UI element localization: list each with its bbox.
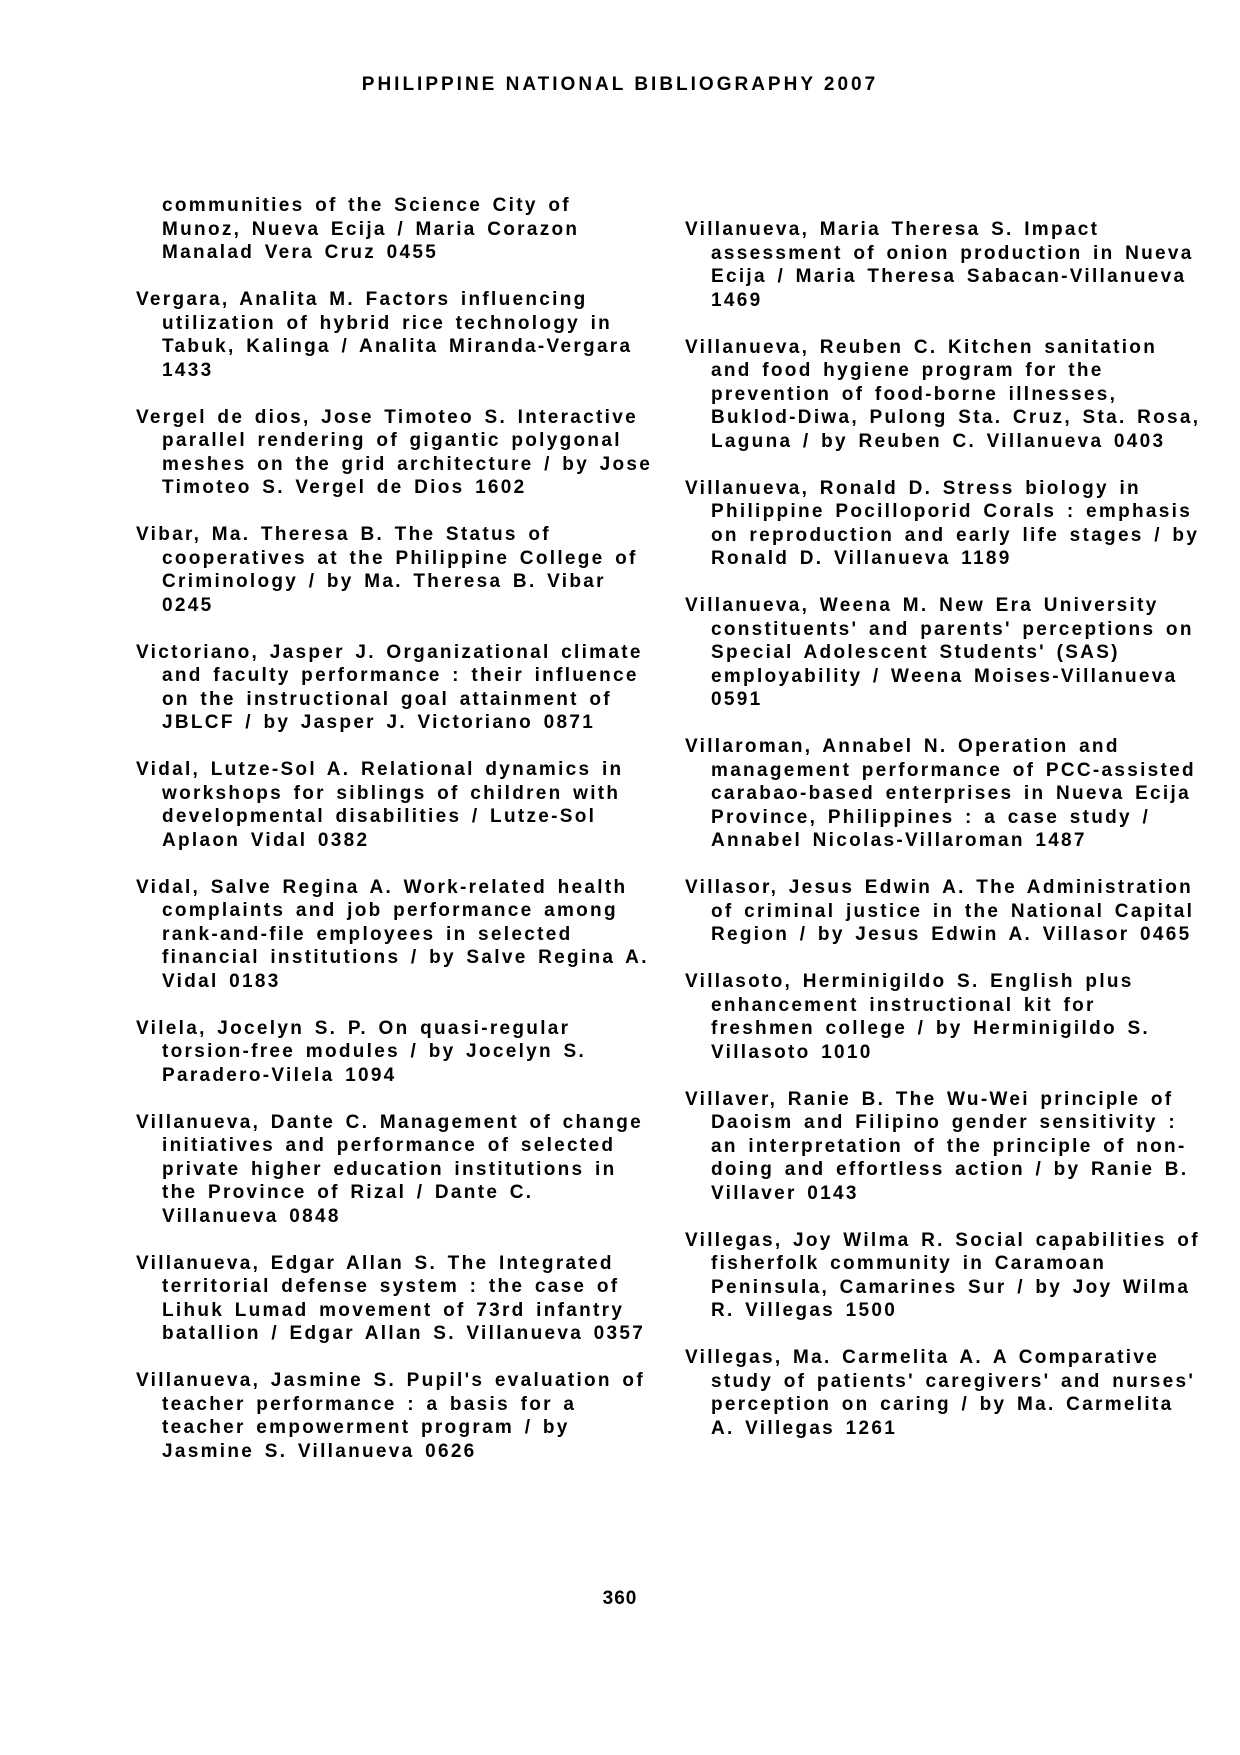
- bibliography-entry: communities of the Science City of Munoz, Nueva Ecija / Maria Corazon Manalad Vera Cruz 0455: [162, 195, 580, 263]
- bibliography-entry: Villanueva, Ronald D. Stress biology in Philippine Pocilloporid Corals : emphasis on reproduction and early life stages / by Ronald D. Villanueva 1189: [685, 477, 1200, 569]
- bibliography-entry: Villanueva, Reuben C. Kitchen sanitation and food hygiene program for the prevention of food-borne illnesses, Buklod-Diwa, Pulong Sta. Cruz, Sta. Rosa, Laguna / by Reuben C. Villanueva 0403: [685, 336, 1201, 452]
- bibliography-entry: Villasoto, Herminigildo S. English plus enhancement instructional kit for freshmen college / by Herminigildo S. Villasoto 1010: [685, 971, 1151, 1063]
- bibliography-entry: Villanueva, Dante C. Management of change initiatives and performance of selected private higher education institutions in the Province of Rizal / Dante C. Villanueva 0848: [136, 1111, 643, 1227]
- bibliography-entry: Vidal, Salve Regina A. Work-related health complaints and job performance among rank-and-file employees in selected financial institutions / by Salve Regina A. Vidal 0183: [136, 876, 649, 992]
- bibliography-entry: Villaroman, Annabel N. Operation and management performance of PCC-assisted carabao-based enterprises in Nueva Ecija Province, Philippines : a case study / Annabel Nicolas-Villaroman 1487: [685, 736, 1196, 851]
- bibliography-entry: Villasor, Jesus Edwin A. The Administration of criminal justice in the National Capital Region / by Jesus Edwin A. Villasor 0465: [685, 877, 1195, 945]
- bibliography-entry: Vergel de dios, Jose Timoteo S. Interactive parallel rendering of gigantic polygonal meshes on the grid architecture / by Jose Timoteo S. Vergel de Dios 1602: [136, 406, 653, 498]
- bibliography-entry: Vibar, Ma. Theresa B. The Status of cooperatives at the Philippine College of Criminology / by Ma. Theresa B. Vibar 0245: [136, 524, 638, 616]
- bibliography-entry: Victoriano, Jasper J. Organizational climate and faculty performance : their influence on the instructional goal attainment of JBLCF / by Jasper J. Victoriano 0871: [136, 641, 643, 733]
- bibliography-entry: Vilela, Jocelyn S. P. On quasi-regular torsion-free modules / by Jocelyn S. Paradero-Vilela 1094: [136, 1017, 587, 1086]
- left-column: [136, 194, 656, 1487]
- bibliography-entry: Villanueva, Maria Theresa S. Impact assessment of onion production in Nueva Ecija / Maria Theresa Sabacan-Villanueva 1469: [685, 219, 1194, 311]
- page-number: 360: [602, 1588, 638, 1609]
- bibliography-entry: Vergara, Analita M. Factors influencing utilization of hybrid rice technology in Tabuk, Kalinga / Analita Miranda-Vergara 1433: [136, 289, 633, 381]
- bibliography-entry: Villegas, Ma. Carmelita A. A Comparative study of patients' caregivers' and nurses' perception on caring / by Ma. Carmelita A. Villegas 1261: [685, 1347, 1196, 1439]
- page-title: PHILIPPINE NATIONAL BIBLIOGRAPHY 2007: [361, 74, 879, 95]
- bibliography-entry: Villaver, Ranie B. The Wu-Wei principle of Daoism and Filipino gender sensitivity : an interpretation of the principle of non-doing and effortless action / by Ranie B. Villaver 0143: [685, 1088, 1189, 1204]
- bibliography-entry: Vidal, Lutze-Sol A. Relational dynamics in workshops for siblings of children with developmental disabilities / Lutze-Sol Aplaon Vidal 0382: [136, 759, 624, 851]
- bibliography-entry: Villegas, Joy Wilma R. Social capabilities of fisherfolk community in Caramoan Peninsula, Camarines Sur / by Joy Wilma R. Villegas 1500: [685, 1229, 1200, 1321]
- bibliography-entry: Villanueva, Jasmine S. Pupil's evaluation of teacher performance : a basis for a teacher empowerment program / by Jasmine S. Villanueva 0626: [136, 1370, 645, 1462]
- bibliography-entry: Villanueva, Edgar Allan S. The Integrated territorial defense system : the case of Lihuk Lumad movement of 73rd infantry batallion / Edgar Allan S. Villanueva 0357: [136, 1252, 646, 1344]
- right-column: [685, 218, 1205, 1464]
- bibliography-entry: Villanueva, Weena M. New Era University constituents' and parents' perceptions on Special Adolescent Students' (SAS) employability / Weena Moises-Villanueva 0591: [685, 595, 1194, 710]
